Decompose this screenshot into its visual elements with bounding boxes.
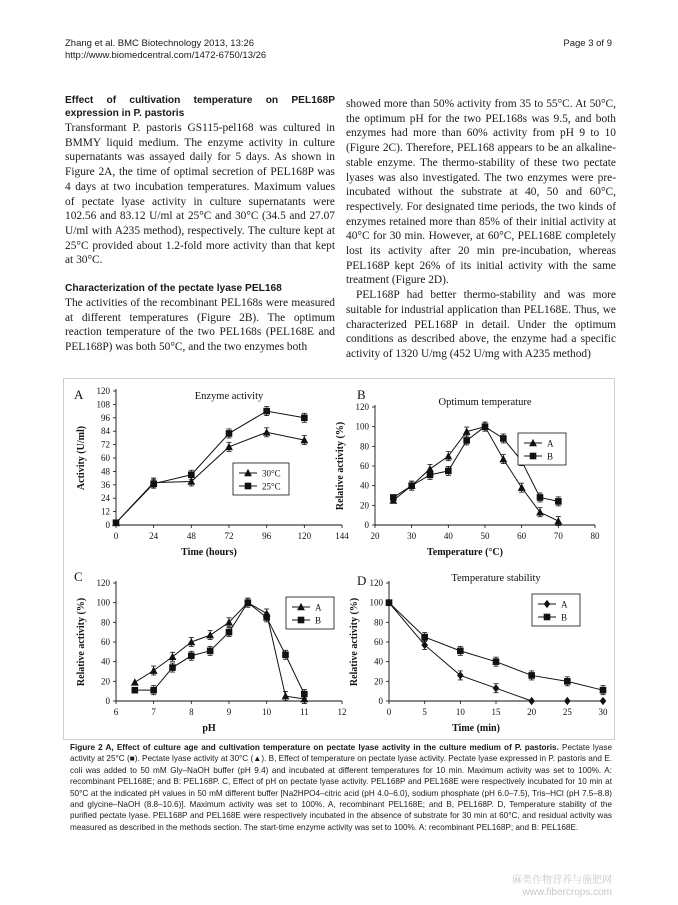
data-point (427, 472, 434, 479)
x-axis-label: pH (202, 723, 216, 734)
y-tick-label: 80 (374, 617, 383, 628)
x-tick-label: 8 (189, 707, 194, 717)
x-tick-label: 10 (455, 707, 465, 717)
panel-letter: C (74, 569, 83, 584)
legend-marker (298, 617, 305, 624)
legend-label: B (547, 451, 554, 462)
data-point (169, 653, 177, 660)
data-point (245, 599, 252, 606)
x-tick-label: 24 (149, 531, 159, 541)
x-tick-label: 48 (186, 531, 196, 541)
figure-2 (63, 378, 615, 740)
data-point (564, 678, 571, 685)
data-point (457, 648, 464, 655)
x-tick-label: 72 (224, 531, 234, 541)
x-tick-label: 40 (443, 531, 453, 541)
data-point (263, 408, 270, 415)
data-point (500, 435, 507, 442)
x-tick-label: 0 (386, 707, 392, 717)
x-tick-label: 15 (491, 707, 501, 717)
caption-body: Pectate lyase activity at 25°C (■). Pectate lyase activity at 30°C (▲). B, Effect of temperature on pectate lyase activity. Pectate lyase expressed in P. pastoris and E. coli was added to 50 mM Gly–NaOH buffer (pH 9.4) and incubated at different temperatures for 10 min. Maximum activity was set to 100%. A: recombinant PEL168E; and B: PEL168P. C, Effect of pH on pectate lyase activity. PEL168P and PEL168E were respectively incubated for 10 min at 50°C at the indicated pH values in 50 mM different buffer [Na2HPO4–citric acid (pH 4.0–6.0), sodium phosphate (pH 6.0–7.5), Tris–HCl (pH 7.5–8.8) and glycine–NaOH (8.8–10.6)]. Maximum activity was set to 100%. A, recombinant PEL168E; and B, PEL168P. D, Temperature stability of the purified pectate lyase. PEL168P and PEL168E were respectively incubated in the absence of substrate for 30 min at 60°C, and residual activity was measured as described in the methods section. The start-time enzyme activity was set to 100%. A: recombinant PEL168P; and B: PEL168E. (70, 743, 613, 832)
x-tick-label: 12 (337, 707, 347, 717)
x-tick-label: 0 (113, 531, 119, 541)
x-tick-label: 11 (299, 707, 309, 717)
paragraph-specific-activity: PEL168P had better thermo-stability and was more suitable for industrial application than PEL168E. Thus, we characterized PEL168P in detail. Under the optimum conditions as described above, the enzyme had a specific activity of 1320 U/mg (452 U/mg with A235 method) (346, 289, 616, 360)
data-point (528, 672, 535, 679)
legend (233, 463, 289, 495)
x-axis-label: Time (min) (452, 723, 500, 734)
caption-title: Figure 2 A, Effect of culture age and cultivation temperature on pectate lyase activity in the culture medium of P. pastoris. (70, 743, 559, 752)
data-point (263, 428, 271, 435)
x-tick-label: 70 (553, 531, 563, 541)
legend (286, 597, 334, 629)
legend-label: A (561, 599, 568, 610)
legend-label: B (315, 615, 322, 626)
data-point (150, 666, 158, 673)
data-point (555, 498, 562, 505)
series-line (135, 603, 305, 699)
x-tick-label: 50 (480, 531, 490, 541)
right-column (346, 97, 616, 362)
legend-label: 25°C (262, 481, 281, 492)
citation: Zhang et al. BMC Biotechnology 2013, 13:26 (65, 38, 255, 49)
y-tick-label: 120 (96, 578, 110, 588)
x-tick-label: 60 (517, 531, 527, 541)
x-tick-label: 30 (598, 707, 608, 717)
y-tick-label: 72 (101, 439, 110, 450)
y-tick-label: 60 (360, 461, 369, 471)
data-point (445, 468, 452, 475)
legend-box (518, 433, 566, 465)
data-point (113, 519, 120, 526)
legend (532, 594, 580, 626)
x-axis-label: Time (hours) (181, 547, 237, 558)
legend-marker (530, 453, 537, 460)
legend-marker (544, 614, 551, 621)
y-tick-label: 0 (364, 520, 369, 530)
y-tick-label: 12 (101, 506, 110, 517)
y-tick-label: 108 (96, 399, 110, 410)
y-tick-label: 96 (101, 412, 110, 423)
y-tick-label: 84 (101, 426, 110, 437)
legend-label: 30°C (262, 468, 281, 479)
data-point (528, 697, 535, 705)
chart-panel-b (335, 387, 600, 558)
y-tick-label: 20 (374, 676, 383, 687)
data-point (225, 443, 233, 450)
legend-marker (245, 483, 252, 490)
panel-letter: A (74, 387, 84, 402)
x-tick-label: 30 (407, 531, 417, 541)
y-tick-label: 120 (369, 578, 383, 588)
chart-panel-c (74, 569, 347, 734)
data-point (518, 484, 526, 491)
y-tick-label: 48 (101, 466, 110, 477)
x-tick-label: 144 (335, 531, 349, 541)
x-tick-label: 7 (151, 707, 156, 717)
y-tick-label: 40 (360, 480, 369, 491)
chart-panel-a (74, 386, 349, 558)
data-point (282, 651, 289, 658)
legend-label: A (315, 602, 322, 613)
data-point (131, 678, 139, 685)
data-point (282, 692, 290, 699)
data-point (301, 691, 308, 698)
data-point (263, 614, 270, 621)
y-tick-label: 60 (101, 637, 110, 647)
y-tick-label: 24 (101, 493, 110, 504)
y-tick-label: 0 (105, 520, 110, 530)
legend-label: B (561, 612, 568, 623)
panel-letter: B (357, 387, 366, 402)
x-tick-label: 20 (527, 707, 537, 717)
y-tick-label: 100 (369, 597, 383, 608)
paragraph-cultivation: Transformant P. pastoris GS115-pel168 was cultured in BMMY liquid medium. The enzyme activity in culture supernatants was assayed daily for 5 days. As shown in Figure 2A, the time of optimal secretion of PEL168P was 4 days at two incubation temperatures. Maximum values of pectate lyase activity in culture supernatants were 102.56 and 83.12 U/ml at 25°C and 30°C (34.5 and 27.07 U/ml with A235 method), respectively. The culture kept at 25°C provided about 1.2-fold more activity than that kept at 30°C. (65, 122, 335, 267)
chart-panel-d (349, 573, 608, 734)
legend (518, 433, 566, 465)
figure-caption (70, 742, 612, 833)
watermark (512, 875, 612, 899)
x-axis-label: Temperature (°C) (427, 547, 503, 558)
series-b (132, 598, 308, 698)
chart-title: Optimum temperature (438, 397, 532, 408)
y-tick-label: 0 (105, 696, 110, 706)
article-url[interactable]: http://www.biomedcentral.com/1472-6750/13/26 (65, 50, 267, 61)
data-point (408, 482, 415, 489)
y-tick-label: 20 (360, 500, 369, 511)
data-point (457, 671, 464, 679)
page-number: Page 3 of 9 (563, 38, 612, 49)
data-point (206, 631, 214, 638)
y-tick-label: 100 (96, 597, 110, 608)
data-point (150, 480, 157, 487)
section-heading-cultivation: Effect of cultivation temperature on PEL168P expression in P. pastoris (65, 95, 335, 119)
data-point (207, 648, 214, 655)
y-tick-label: 0 (378, 696, 383, 706)
y-axis-label: Relative activity (%) (76, 597, 87, 687)
y-tick-label: 20 (101, 676, 110, 687)
data-point (421, 634, 428, 641)
section-heading-characterization: Characterization of the pectate lyase PEL168 (65, 283, 282, 295)
watermark-url: www.fibercrops.com (522, 887, 612, 898)
data-point (537, 494, 544, 501)
data-point (482, 423, 489, 430)
y-axis-label: Relative activity (%) (349, 597, 360, 687)
series-a (131, 598, 308, 703)
data-point (169, 664, 176, 671)
data-point (386, 599, 393, 606)
data-point (390, 494, 397, 501)
legend-label: A (547, 438, 554, 449)
paragraph-characterization: The activities of the recombinant PEL168s were measured at different temperatures (Figure 2B). The optimum reaction temperature of the two PEL168s (PEL168E and PEL168P) was both 50°C, and the two enzymes both (65, 297, 335, 354)
y-axis-label: Relative activity (%) (335, 421, 346, 511)
data-point (226, 430, 233, 437)
data-point (600, 697, 607, 705)
x-tick-label: 96 (262, 531, 272, 541)
data-point (188, 652, 195, 659)
x-tick-label: 10 (262, 707, 272, 717)
y-axis-label: Activity (U/ml) (76, 425, 87, 491)
paragraph-optimum-ph: showed more than 50% activity from 35 to 55°C. At 50°C, the optimum pH for the two PEL168s was 9.5, and both enzymes had more than 60% activity from pH 9 to 10 (Figure 2C). Therefore, PEL168 appears to be an alkaline-stable enzyme. The thermo-stability of these two pectate lyases was also investigated. The two enzymes were pre-incubated without the substrate at 40, 50 and 60°C, respectively. For designated time periods, the two kinds of enzymes retained more than 85% of their initial activity at 40°C for 30 min. However, at 60°C, PEL168E completely lost its activity after 20 min pre-incubation, whereas PEL168P kept 26% of its initial activity with the same treatment (Figure 2D). (346, 98, 616, 287)
data-point (187, 638, 195, 645)
data-point (188, 471, 195, 478)
series-line (135, 603, 305, 694)
legend-box (286, 597, 334, 629)
y-tick-label: 120 (355, 402, 369, 412)
y-tick-label: 80 (101, 617, 110, 628)
watermark-site-name: 麻类作物营养与施肥网 (512, 875, 612, 886)
x-tick-label: 9 (226, 707, 232, 717)
y-tick-label: 100 (355, 421, 369, 432)
x-tick-label: 25 (562, 707, 572, 717)
data-point (493, 658, 500, 665)
y-tick-label: 80 (360, 441, 369, 452)
figure-2-panels (64, 379, 616, 741)
data-point (600, 687, 607, 694)
chart-title: Temperature stability (451, 573, 541, 584)
chart-title: Enzyme activity (194, 391, 264, 402)
y-tick-label: 60 (101, 453, 110, 463)
y-tick-label: 36 (101, 479, 110, 490)
data-point (493, 684, 500, 692)
x-tick-label: 20 (370, 531, 380, 541)
data-point (226, 629, 233, 636)
x-tick-label: 120 (297, 531, 312, 541)
x-tick-label: 5 (422, 707, 427, 717)
data-point (132, 687, 139, 694)
legend-box (532, 594, 580, 626)
panel-letter: D (357, 573, 367, 588)
data-point (554, 517, 562, 524)
running-header (65, 38, 266, 62)
data-point (564, 697, 571, 705)
y-tick-label: 40 (374, 656, 383, 667)
y-tick-label: 40 (101, 656, 110, 667)
y-tick-label: 60 (374, 637, 383, 647)
x-tick-label: 6 (113, 707, 119, 717)
data-point (499, 455, 507, 462)
data-point (463, 437, 470, 444)
y-tick-label: 120 (96, 386, 110, 396)
x-tick-label: 80 (590, 531, 600, 541)
data-point (150, 687, 157, 694)
left-column (65, 94, 335, 355)
data-point (301, 415, 308, 422)
